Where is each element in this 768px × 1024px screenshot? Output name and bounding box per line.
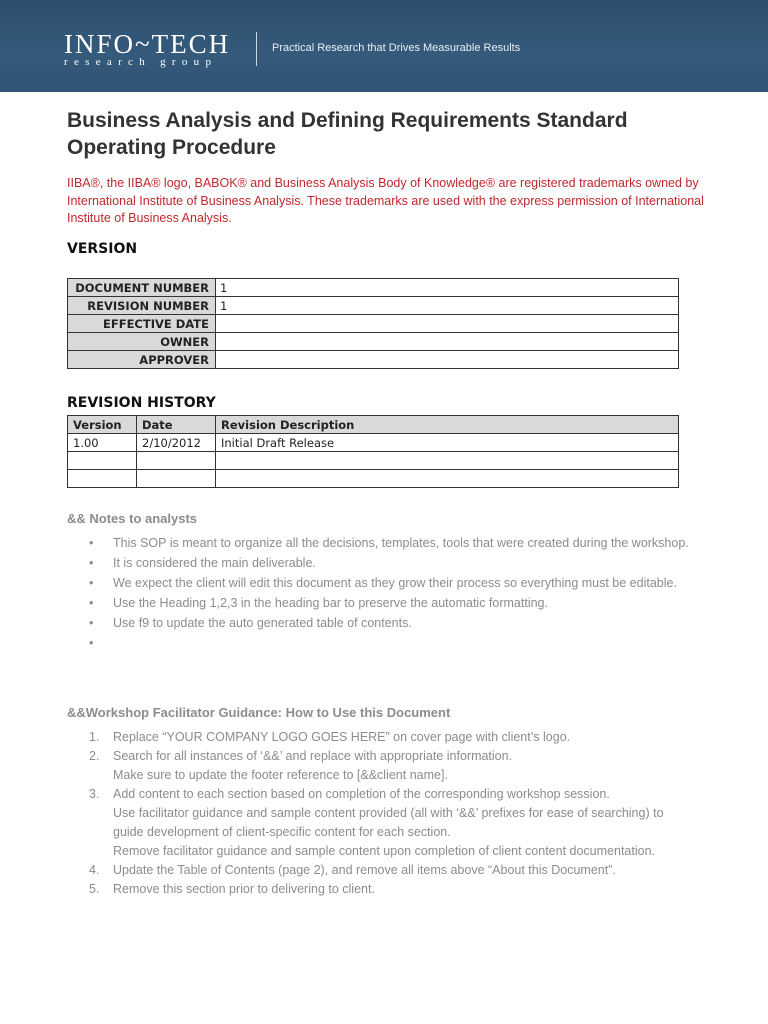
version-row-value: 1 bbox=[216, 297, 679, 315]
notes-heading: && Notes to analysts bbox=[67, 511, 198, 526]
version-row bbox=[68, 333, 679, 351]
infotech-logo bbox=[64, 30, 230, 68]
step-text: Use facilitator guidance and sample content provided (all with ‘&&’ prefixes for ease of searching) to guide development of client-specific content for each section. bbox=[113, 806, 664, 839]
version-row bbox=[68, 351, 679, 369]
version-row bbox=[68, 279, 679, 297]
list-item bbox=[67, 785, 692, 861]
list-item bbox=[67, 861, 692, 880]
list-item bbox=[67, 747, 692, 785]
version-row-value: 1 bbox=[216, 279, 679, 297]
step-number: 1. bbox=[89, 730, 100, 744]
bullet-icon: • bbox=[89, 536, 94, 550]
step-number: 2. bbox=[89, 749, 100, 763]
revision-history-heading: REVISION HISTORY bbox=[67, 395, 216, 411]
guidance-heading: &&Workshop Facilitator Guidance: How to Use this Document bbox=[67, 705, 451, 720]
bullet-icon: • bbox=[89, 556, 94, 570]
table-cell: 2/10/2012 bbox=[137, 434, 216, 452]
table-row bbox=[68, 470, 679, 488]
column-header: Date bbox=[137, 416, 216, 434]
list-item-text: Use the Heading 1,2,3 in the heading bar to preserve the automatic formatting. bbox=[113, 596, 548, 610]
step-text: Remove this section prior to delivering to client. bbox=[113, 882, 375, 896]
bullet-icon: • bbox=[89, 596, 94, 610]
version-row-label: EFFECTIVE DATE bbox=[68, 315, 216, 333]
revision-history-header-row bbox=[68, 416, 679, 434]
notes-list bbox=[67, 534, 692, 650]
version-row-label: OWNER bbox=[68, 333, 216, 351]
trademark-notice: IIBA®, the IIBA® logo, BABOK® and Business Analysis Body of Knowledge® are registered trademarks owned by International Institute of Business Analysis. These trademarks are used with the express permission of International Institute of Business Analysis. bbox=[67, 176, 704, 225]
version-row-value bbox=[216, 315, 679, 333]
list-item-text: Use f9 to update the auto generated table of contents. bbox=[113, 616, 412, 630]
table-row bbox=[68, 434, 679, 452]
list-item bbox=[67, 554, 692, 573]
column-header: Version bbox=[68, 416, 137, 434]
version-row-label: REVISION NUMBER bbox=[68, 297, 216, 315]
table-cell bbox=[137, 452, 216, 470]
list-item bbox=[67, 534, 692, 553]
list-item bbox=[67, 880, 692, 899]
version-row-value bbox=[216, 351, 679, 369]
list-item-text: This SOP is meant to organize all the decisions, templates, tools that were created during the workshop. bbox=[113, 536, 689, 550]
page-title: Business Analysis and Defining Requirements Standard Operating Procedure bbox=[67, 109, 628, 159]
table-cell bbox=[68, 452, 137, 470]
table-row bbox=[68, 452, 679, 470]
table-cell: Initial Draft Release bbox=[216, 434, 679, 452]
list-item bbox=[67, 594, 692, 613]
revision-history-table bbox=[67, 415, 679, 488]
table-cell bbox=[137, 470, 216, 488]
step-text: Add content to each section based on completion of the corresponding workshop session. bbox=[113, 787, 610, 801]
step-text: Make sure to update the footer reference to [&&client name]. bbox=[113, 768, 448, 782]
list-item bbox=[67, 574, 692, 593]
version-row-label: DOCUMENT NUMBER bbox=[68, 279, 216, 297]
logo-sub-text: research group bbox=[64, 56, 218, 68]
version-row bbox=[68, 297, 679, 315]
version-table bbox=[67, 278, 679, 369]
page-header bbox=[0, 0, 768, 92]
step-number: 4. bbox=[89, 863, 100, 877]
list-item bbox=[67, 728, 692, 747]
header-tagline: Practical Research that Drives Measurable Results bbox=[272, 42, 521, 54]
step-text: Search for all instances of ‘&&’ and replace with appropriate information. bbox=[113, 749, 513, 763]
list-item-text: We expect the client will edit this document as they grow their process so everything must be editable. bbox=[113, 576, 677, 590]
version-row-value bbox=[216, 333, 679, 351]
guidance-steps-list bbox=[67, 728, 692, 899]
list-item-text: It is considered the main deliverable. bbox=[113, 556, 316, 570]
bullet-icon: • bbox=[89, 576, 94, 590]
logo-main-text: INFO~TECH bbox=[64, 29, 231, 59]
step-text: Replace “YOUR COMPANY LOGO GOES HERE” on cover page with client’s logo. bbox=[113, 730, 571, 744]
bullet-icon: • bbox=[89, 636, 94, 650]
version-heading: VERSION bbox=[67, 241, 138, 257]
column-header: Revision Description bbox=[216, 416, 679, 434]
table-cell bbox=[68, 470, 137, 488]
step-text: Update the Table of Contents (page 2), and remove all items above “About this Document”. bbox=[113, 863, 616, 877]
version-row-label: APPROVER bbox=[68, 351, 216, 369]
version-row bbox=[68, 315, 679, 333]
header-divider bbox=[256, 32, 257, 66]
step-text: Remove facilitator guidance and sample content upon completion of client content documentation. bbox=[113, 844, 655, 858]
table-cell: 1.00 bbox=[68, 434, 137, 452]
table-cell bbox=[216, 452, 679, 470]
step-number: 5. bbox=[89, 882, 100, 896]
step-number: 3. bbox=[89, 787, 100, 801]
table-cell bbox=[216, 470, 679, 488]
bullet-icon: • bbox=[89, 616, 94, 630]
list-item bbox=[67, 614, 692, 633]
